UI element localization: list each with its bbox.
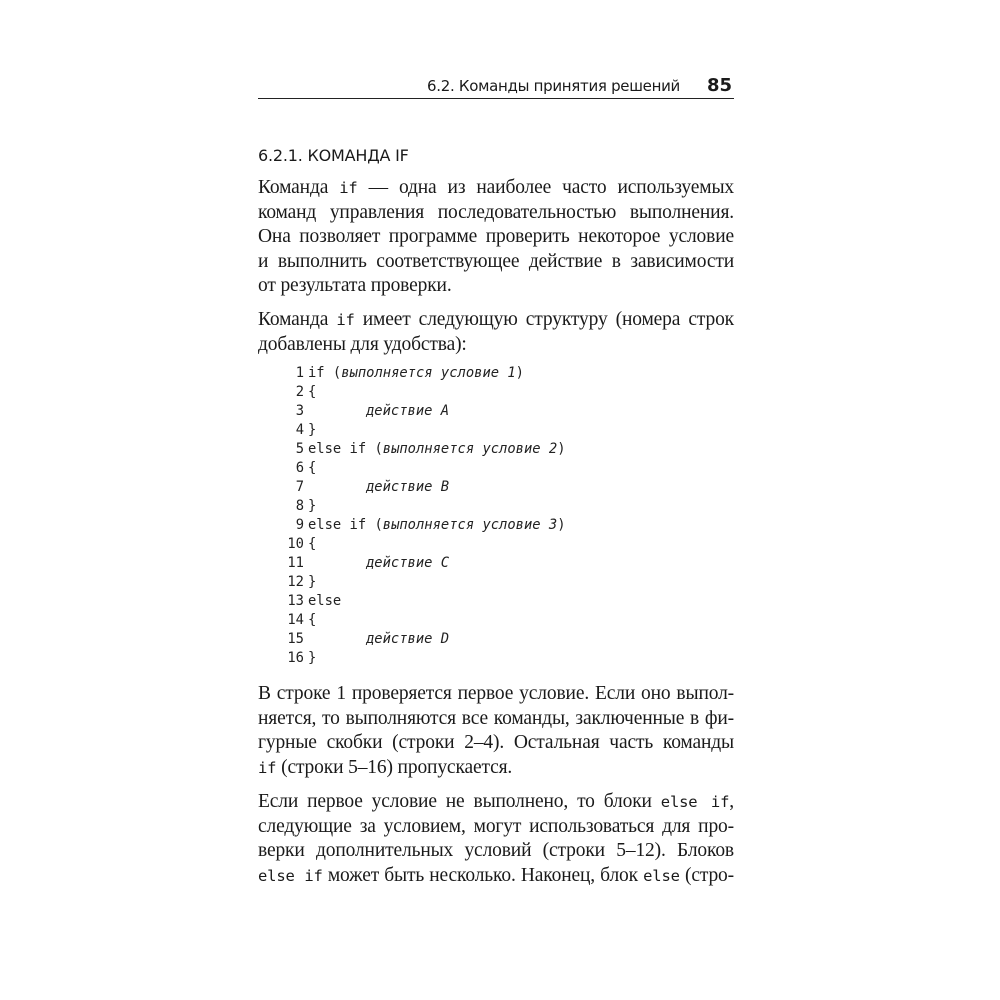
- code-line: [280, 649, 700, 668]
- code-line: [280, 459, 700, 478]
- code-text: действие B: [366, 479, 450, 495]
- code-text: {: [308, 384, 317, 400]
- inline-code: if: [258, 758, 277, 777]
- text-line: Если первое условие не выполнено, то блоки else if,: [258, 791, 734, 812]
- code-line: [280, 478, 700, 497]
- code-text: }: [308, 650, 317, 666]
- code-line: [280, 402, 700, 421]
- code-text: {: [308, 536, 317, 552]
- text-line: команд управления последовательностью выполнения.: [258, 201, 734, 223]
- header-section-title: 6.2. Команды принятия решений: [426, 77, 680, 95]
- line-number: 10: [287, 536, 304, 552]
- line-number: 2: [295, 384, 304, 400]
- text-line: верки дополнительных условий (строки 5–12). Блоков: [258, 840, 734, 861]
- inline-code: if: [339, 179, 358, 197]
- page-number: 85: [706, 75, 732, 96]
- line-number: 12: [287, 574, 304, 590]
- code-text: действие C: [366, 555, 450, 571]
- code-text: if (выполняется условие 1): [308, 365, 524, 381]
- code-line: [280, 497, 700, 516]
- code-text: действие D: [366, 631, 450, 647]
- code-text: }: [308, 498, 317, 514]
- text-line: от результата проверки.: [258, 275, 452, 296]
- line-number: 9: [295, 517, 304, 533]
- code-line: [280, 535, 700, 554]
- code-listing: [280, 364, 700, 668]
- code-text: else if (выполняется условие 2): [308, 441, 566, 457]
- paragraph-structure: [258, 308, 734, 357]
- inline-code: else if: [660, 793, 730, 811]
- code-text: действие A: [366, 403, 450, 419]
- section-heading: 6.2.1. КОМАНДА IF: [258, 146, 409, 165]
- code-text: }: [308, 422, 317, 438]
- code-line: [280, 554, 700, 573]
- line-number: 16: [287, 650, 304, 666]
- running-header: [258, 76, 734, 99]
- text-line: добавлены для удобства):: [258, 333, 467, 355]
- text-line: Команда if имеет следующую структуру (номера строк: [258, 309, 734, 330]
- inline-code: if: [336, 311, 355, 329]
- code-text: else if (выполняется условие 3): [308, 517, 566, 533]
- paragraph-explanation: [258, 682, 734, 780]
- code-line: [280, 383, 700, 402]
- code-line: [280, 421, 700, 440]
- text-line: гурные скобки (строки 2–4). Остальная часть команды: [258, 732, 734, 753]
- inline-code: else: [643, 866, 680, 885]
- paragraph-else-if: [258, 790, 734, 888]
- code-line: [280, 364, 700, 383]
- text-line: Команда if — одна из наиболее часто используемых: [258, 177, 734, 198]
- line-number: 3: [295, 403, 304, 419]
- line-number: 6: [295, 460, 304, 476]
- line-number: 11: [287, 555, 304, 571]
- code-line: [280, 573, 700, 592]
- book-page: [258, 0, 734, 1000]
- line-number: 7: [295, 479, 304, 495]
- line-number: 1: [295, 365, 304, 381]
- code-line: [280, 611, 700, 630]
- code-text: else: [308, 593, 342, 609]
- code-text: }: [308, 574, 317, 590]
- text-line: и выполнить соответствующее действие в зависимости: [258, 250, 734, 272]
- text-line: if (строки 5–16) пропускается.: [258, 756, 513, 778]
- code-line: [280, 440, 700, 459]
- text-line: няется, то выполняются все команды, заключенные в фи-: [258, 707, 734, 729]
- line-number: 8: [295, 498, 304, 514]
- paragraph-intro: [258, 176, 734, 299]
- code-text: {: [308, 612, 317, 628]
- code-line: [280, 630, 700, 649]
- line-number: 14: [287, 612, 304, 628]
- code-line: [280, 592, 700, 611]
- code-text: {: [308, 460, 317, 476]
- text-line: В строке 1 проверяется первое условие. Если оно выпол-: [258, 683, 734, 704]
- line-number: 13: [287, 593, 304, 609]
- code-line: [280, 516, 700, 535]
- line-number: 5: [295, 441, 304, 457]
- text-line: else if может быть несколько. Наконец, блок else (стро-: [258, 864, 734, 886]
- inline-code: else if: [258, 866, 323, 885]
- text-line: следующие за условием, могут использоваться для про-: [258, 815, 734, 837]
- text-line: Она позволяет программе проверить некоторое условие: [258, 226, 734, 247]
- line-number: 4: [295, 422, 304, 438]
- line-number: 15: [287, 631, 304, 647]
